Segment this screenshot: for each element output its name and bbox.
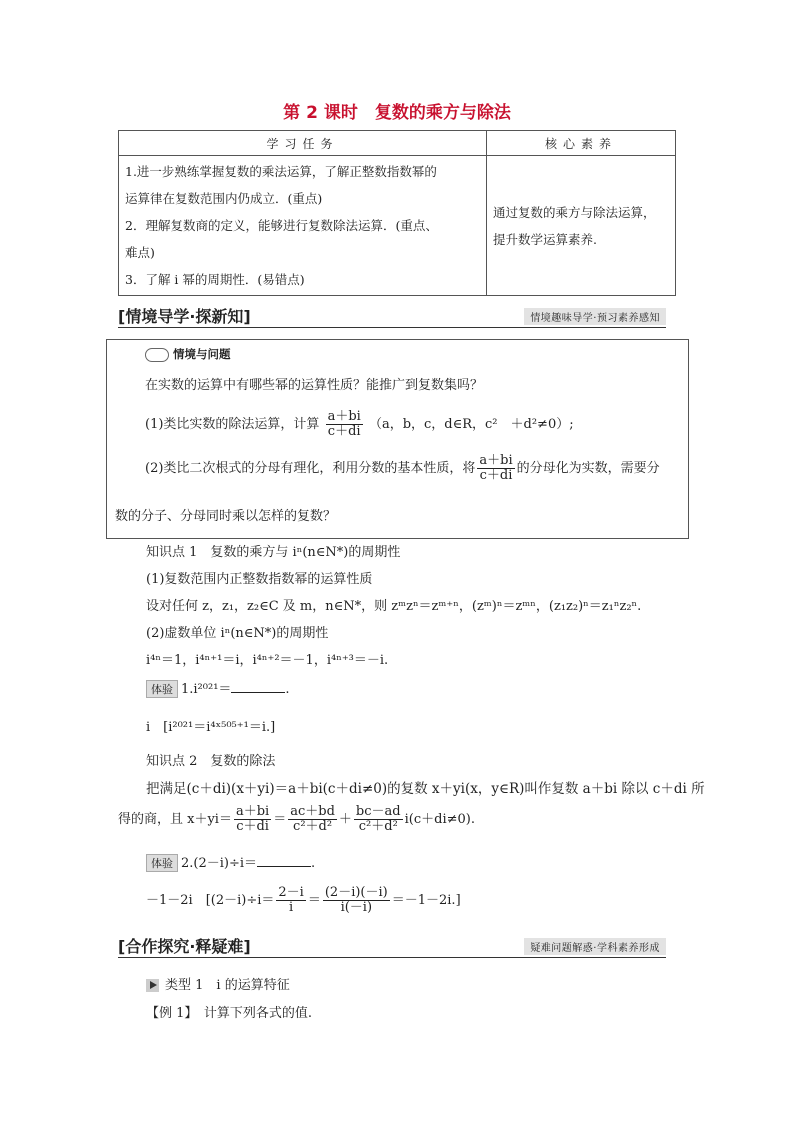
question-1: (1)类比实数的除法运算，计算 $\frac{a+bi}{c+di}$ （a，b，c，d∈R，c² ＋d²≠0）; xyxy=(145,409,574,439)
header-tasks: 学习任务 xyxy=(119,131,487,156)
kp1-answer: i [i²⁰²¹＝i⁴ˣ⁵⁰⁵⁺¹＝i.] xyxy=(146,720,276,735)
answer-blank xyxy=(231,680,285,693)
kp2-def-line2: 得的商，且 x＋yi＝ $\frac{a+bi}{c+di}$ ＝ $\frac{ac+bd}{\text{c²＋d²}}$ ＋ $\frac{bc-ad}{\text{c²＋d²}}$ i(c＋di≠0). xyxy=(118,804,475,834)
core-cell xyxy=(487,156,676,296)
kp1-experience: 体验 1.i²⁰²¹＝ . xyxy=(146,678,290,698)
section-bar-intro xyxy=(118,303,666,328)
core-line: 提升数学运算素养. xyxy=(493,231,597,247)
task-line: 难点) xyxy=(125,245,155,260)
fraction: $\frac{(2-i)(-i)}{i(-i)}$ xyxy=(324,885,388,915)
task-line: 2．理解复数商的定义，能够进行复数除法运算．(重点、 xyxy=(125,218,438,233)
fraction: $\frac{a+bi}{c+di}$ xyxy=(235,804,270,834)
kp2-def-line1: 把满足(c＋di)(x＋yi)＝a＋bi(c＋di≠0)的复数 x＋yi(x，y∈R)叫作复数 a＋bi 除以 c＋di 所 xyxy=(146,781,705,797)
experience-badge: 体验 xyxy=(146,854,178,872)
experience-badge: 体验 xyxy=(146,680,178,698)
fraction: $\frac{2-i}{i}$ xyxy=(278,885,304,915)
objectives-table xyxy=(118,130,676,296)
kp1-rule: 设对任何 z，z₁，z₂∈C 及 m，n∈N*，则 zᵐzⁿ＝zᵐ⁺ⁿ，(zᵐ)ⁿ＝zᵐⁿ，(z₁z₂)ⁿ＝z₁ⁿz₂ⁿ. xyxy=(146,599,642,614)
tasks-cell xyxy=(119,156,487,296)
fraction: $\frac{ac+bd}{\text{c²＋d²}}$ xyxy=(290,804,335,834)
kp1-sub2: (2)虚数单位 iⁿ(n∈N*)的周期性 xyxy=(146,626,329,641)
section-tag: 疑难问题解惑·学科素养形成 xyxy=(524,938,666,955)
section-bar-explore xyxy=(118,933,666,958)
kp1-title: 知识点 1 复数的乘方与 iⁿ(n∈N*)的周期性 xyxy=(146,545,401,560)
speech-bubble-icon xyxy=(145,348,169,362)
question-2: (2)类比二次根式的分母有理化，利用分数的基本性质，将 $\frac{a+bi}{c+di}$ 的分母化为实数，需要分 xyxy=(145,453,660,483)
situation-label: 情境与问题 xyxy=(145,346,231,362)
kp2-title: 知识点 2 复数的除法 xyxy=(146,754,276,769)
header-core: 核心素养 xyxy=(487,131,676,156)
answer-blank xyxy=(257,854,311,867)
fraction: $\frac{a+bi}{c+di}$ xyxy=(327,409,361,439)
core-line: 通过复数的乘方与除法运算， xyxy=(493,204,656,220)
play-triangle-icon xyxy=(146,979,159,992)
task-line: 3．了解 i 幂的周期性．(易错点) xyxy=(125,272,305,287)
type1-heading: 类型 1 i 的运算特征 xyxy=(146,974,290,993)
example1: 【例 1】 计算下列各式的值. xyxy=(146,1006,313,1021)
section-heading: [合作探究·释疑难] xyxy=(118,937,251,956)
kp2-answer: －1－2i [(2－i)÷i＝ $\frac{2-i}{i}$ ＝ $\frac{(2-i)(-i)}{i(-i)}$ ＝－1－2i.] xyxy=(146,885,461,915)
question-2-cont: 数的分子、分母同时乘以怎样的复数？ xyxy=(115,509,337,524)
situation-box xyxy=(106,339,689,539)
task-line: 1.进一步熟练掌握复数的乘法运算，了解正整数指数幂的 xyxy=(125,164,437,179)
kp1-period: i⁴ⁿ＝1，i⁴ⁿ⁺¹＝i，i⁴ⁿ⁺²＝－1，i⁴ⁿ⁺³＝－i. xyxy=(146,653,389,668)
fraction: $\frac{a+bi}{c+di}$ xyxy=(479,453,513,483)
situation-question: 在实数的运算中有哪些幂的运算性质？能推广到复数集吗？ xyxy=(145,378,484,393)
task-line: 运算律在复数范围内仍成立．(重点) xyxy=(125,191,323,206)
section-tag: 情境趣味导学·预习素养感知 xyxy=(524,308,666,325)
section-heading: [情境导学·探新知] xyxy=(118,307,251,326)
lesson-title: 第 2 课时 复数的乘方与除法 xyxy=(283,103,511,123)
kp1-sub1: (1)复数范围内正整数指数幂的运算性质 xyxy=(146,572,373,587)
fraction: $\frac{bc-ad}{\text{c²＋d²}}$ xyxy=(355,804,401,834)
kp2-experience: 体验 2.(2－i)÷i＝ . xyxy=(146,852,315,872)
